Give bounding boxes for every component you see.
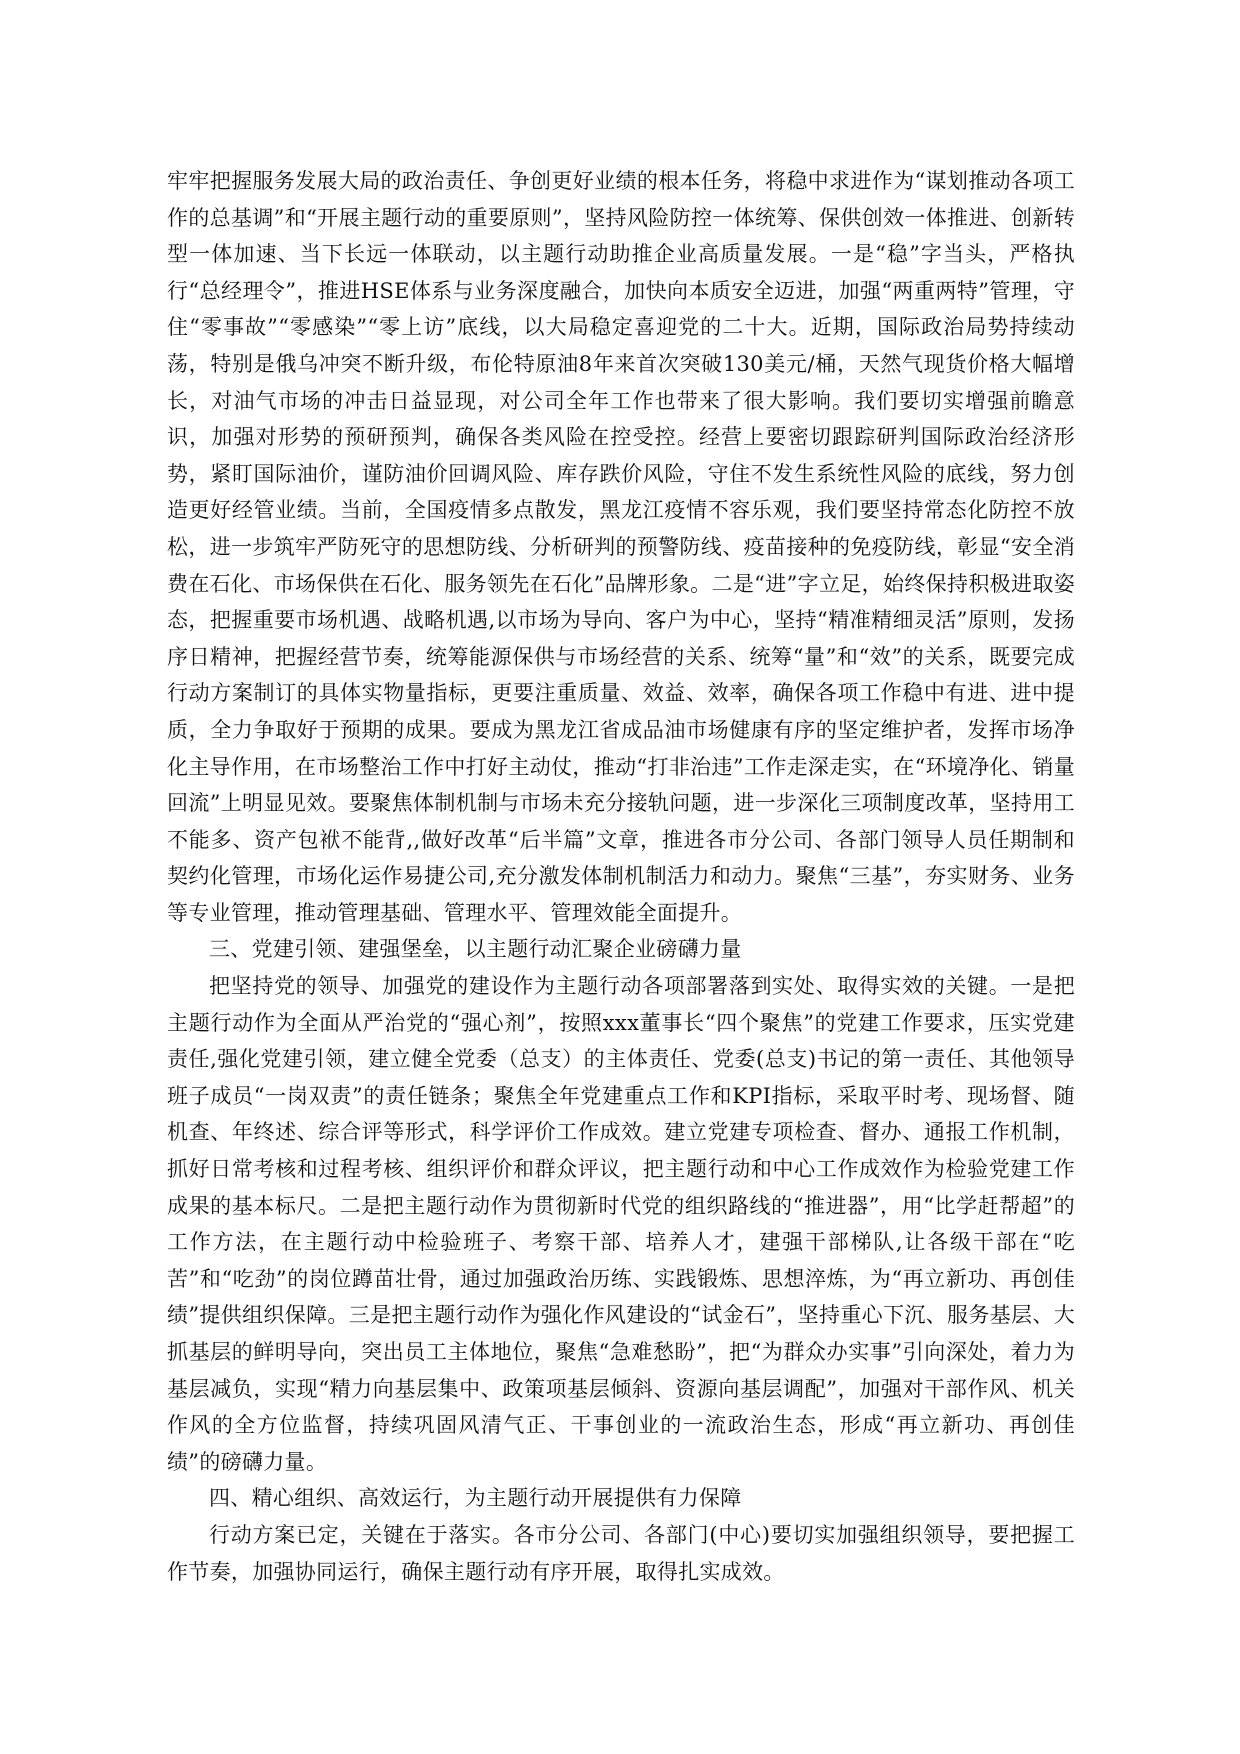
body-paragraph-continued: 牢牢把握服务发展大局的政治责任、争创更好业绩的根本任务，将稳中求进作为“谋划推动各项工作的总基调”和“开展主题行动的重要原则”，坚持风险防控一体统筹、保供创效一体推进、创新转型一体加速、当下长远一体联动，以主题行动助推企业高质量发展。一是“稳”字当头，严格执行“总经理令”，推进HSE体系与业务深度融合，加快向本质安全迈进，加强“两重两特”管理，守住“零事故”“零感染”“零上访”底线，以大局稳定喜迎党的二十大。近期，国际政治局势持续动荡，特别是俄乌冲突不断升级，布伦特原油8年来首次突破130美元/桶，天然气现货价格大幅增长，对油气市场的冲击日益显现，对公司全年工作也带来了很大影响。我们要切实增强前瞻意识，加强对形势的预研预判，确保各类风险在控受控。经营上要密切跟踪研判国际政治经济形势，紧盯国际油价，谨防油价回调风险、库存跌价风险，守住不发生系统性风险的底线，努力创造更好经管业绩。当前，全国疫情多点散发，黑龙江疫情不容乐观，我们要坚持常态化防控不放松，进一步筑牢严防死守的思想防线、分析研判的预警防线、疫苗接种的免疫防线，彰显“安全消费在石化、市场保供在石化、服务领先在石化”品牌形象。二是“进”字立足，始终保持积极进取姿态，把握重要市场机遇、战略机遇,以市场为导向、客户为中心，坚持“精准精细灵活”原则，发扬序日精神，把握经营节奏，统筹能源保供与市场经营的关系、统筹“量”和“效”的关系，既要完成行动方案制订的具体实物量指标，更要注重质量、效益、效率，确保各项工作稳中有进、进中提质，全力争取好于预期的成果。要成为黑龙江省成品油市场健康有序的坚定维护者，发挥市场净化主导作用，在市场整治工作中打好主动仗，推动“打非治违”工作走深走实，在“环境净化、销量回流”上明显见效。要聚焦体制机制与市场未充分接轨问题，进一步深化三项制度改革，坚持用工不能多、资产包袱不能背,,做好改革“后半篇”文章，推进各市分公司、各部门领导人员任期制和契约化管理，市场化运作易捷公司,充分激发体制机制活力和动力。聚焦“三基”，夯实财务、业务等专业管理，推动管理基础、管理水平、管理效能全面提升。 [167,169,1075,925]
body-paragraph-party-building: 把坚持党的领导、加强党的建设作为主题行动各项部署落到实处、取得实效的关键。一是把主题行动作为全面从严治党的“强心剂”，按照xxx董事长“四个聚焦”的党建工作要求，压实党建责任,强化党建引领，建立健全党委（总支）的主体责任、党委(总支)书记的第一责任、其他领导班子成员“一岗双责”的责任链条；聚焦全年党建重点工作和KPI指标，采取平时考、现场督、随机查、年终述、综合评等形式，科学评价工作成效。建立党建专项检查、督办、通报工作机制，抓好日常考核和过程考核、组织评价和群众评议，把主题行动和中心工作成效作为检验党建工作成果的基本标尺。二是把主题行动作为贯彻新时代党的组织路线的“推进器”，用“比学赶帮超”的工作方法，在主题行动中检验班子、考察干部、培养人才，建强干部梯队,让各级干部在“吃苦”和“吃劲”的岗位蹲苗壮骨，通过加强政治历练、实践锻炼、思想淬炼，为“再立新功、再创佳绩”提供组织保障。三是把主题行动作为强化作风建设的“试金石”，坚持重心下沉、服务基层、大抓基层的鲜明导向，突出员工主体地位，聚焦“急难愁盼”，把“为群众办实事”引向深处，着力为基层减负，实现“精力向基层集中、政策项基层倾斜、资源向基层调配”，加强对干部作风、机关作风的全方位监督，持续巩固风清气正、干事创业的一流政治生态，形成“再立新功、再创佳绩”的磅礴力量。 [167,974,1075,1474]
body-paragraph-implementation: 行动方案已定，关键在于落实。各市分公司、各部门(中心)要切实加强组织领导，要把握工作节奏，加强协同运行，确保主题行动有序开展，取得扎实成效。 [167,1522,1075,1584]
section-heading-3: 三、党建引领、建强堡垒，以主题行动汇聚企业磅礴力量 [209,937,742,962]
document-body [167,163,1075,1590]
section-heading-4: 四、精心组织、高效运行，为主题行动开展提供有力保障 [209,1486,742,1511]
